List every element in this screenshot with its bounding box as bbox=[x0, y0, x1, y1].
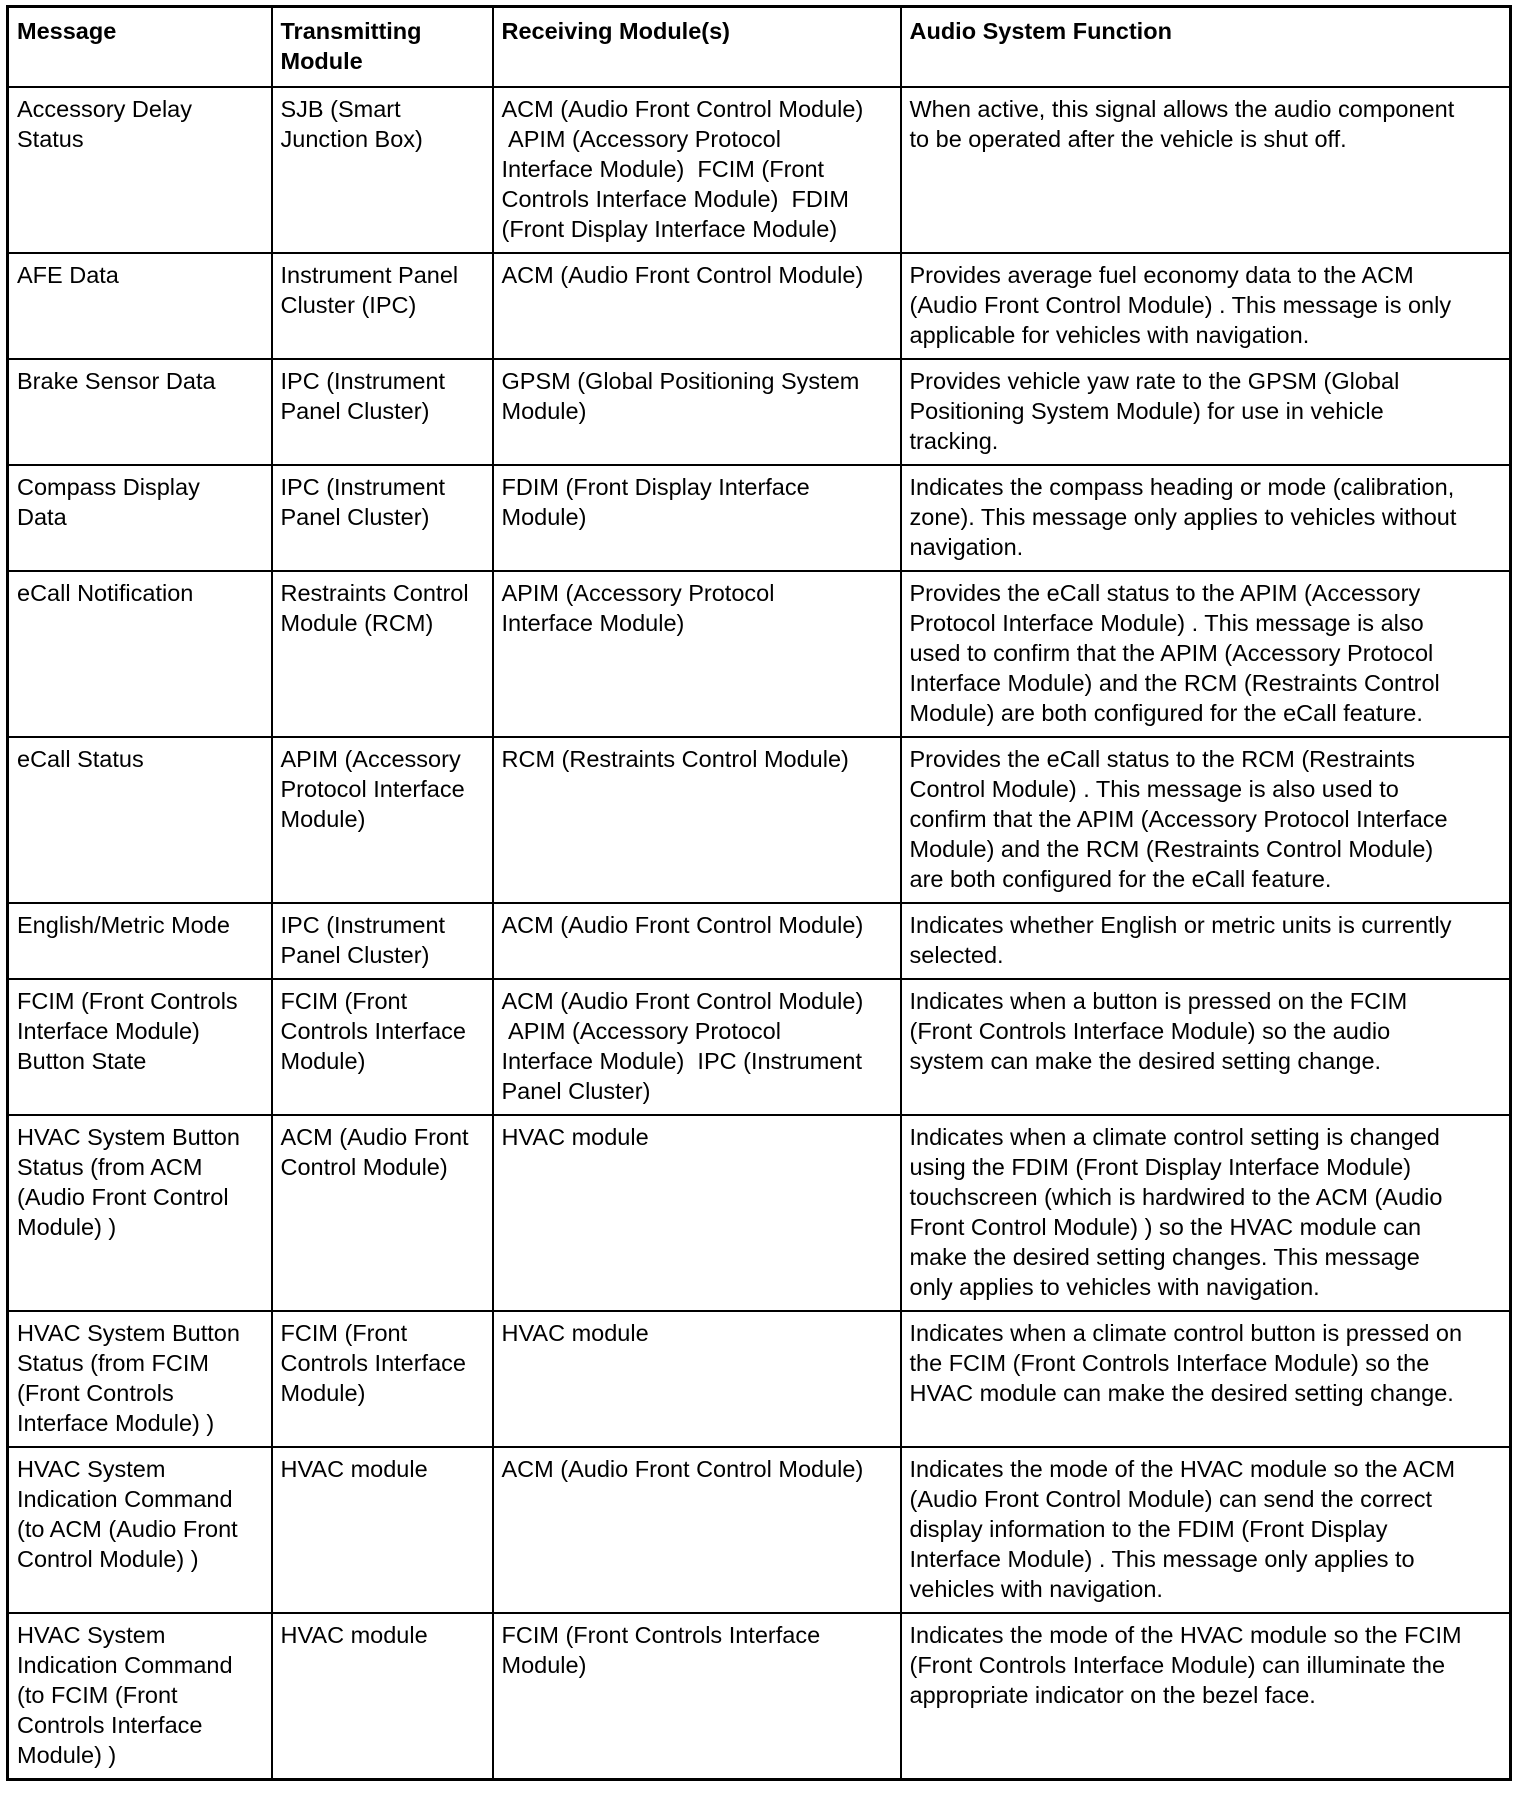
cell-transmitting: FCIM (Front Controls Interface Module) bbox=[272, 1311, 493, 1447]
cell-receiving: FCIM (Front Controls Interface Module) bbox=[493, 1613, 901, 1780]
cell-receiving: FDIM (Front Display Interface Module) bbox=[493, 465, 901, 571]
document-page bbox=[6, 5, 1509, 1781]
cell-function: Indicates whether English or metric units is currently selected. bbox=[901, 903, 1511, 979]
cell-function: When active, this signal allows the audio component to be operated after the vehicle is shut off. bbox=[901, 87, 1511, 253]
cell-transmitting: HVAC module bbox=[272, 1447, 493, 1613]
cell-transmitting: HVAC module bbox=[272, 1613, 493, 1780]
table-row bbox=[8, 465, 1511, 571]
table-header-row bbox=[8, 7, 1511, 88]
cell-message: AFE Data bbox=[8, 253, 272, 359]
cell-receiving: APIM (Accessory Protocol Interface Module) bbox=[493, 571, 901, 737]
cell-message: eCall Status bbox=[8, 737, 272, 903]
table-row bbox=[8, 1115, 1511, 1311]
cell-receiving: ACM (Audio Front Control Module) bbox=[493, 903, 901, 979]
cell-message: English/Metric Mode bbox=[8, 903, 272, 979]
cell-message: Compass Display Data bbox=[8, 465, 272, 571]
cell-message: HVAC System Button Status (from FCIM (Front Controls Interface Module) ) bbox=[8, 1311, 272, 1447]
cell-function: Provides vehicle yaw rate to the GPSM (Global Positioning System Module) for use in vehicle tracking. bbox=[901, 359, 1511, 465]
table-row bbox=[8, 1613, 1511, 1780]
cell-transmitting: IPC (Instrument Panel Cluster) bbox=[272, 465, 493, 571]
cell-function: Indicates when a climate control button is pressed on the FCIM (Front Controls Interface Module) so the HVAC module can make the desired setting change. bbox=[901, 1311, 1511, 1447]
cell-function: Indicates the mode of the HVAC module so the ACM (Audio Front Control Module) can send the correct display information to the FDIM (Front Display Interface Module) . This message only applies to vehicles with navigation. bbox=[901, 1447, 1511, 1613]
cell-receiving: ACM (Audio Front Control Module) APIM (Accessory Protocol Interface Module) FCIM (Front Controls Interface Module) FDIM (Front Display Interface Module) bbox=[493, 87, 901, 253]
cell-receiving: RCM (Restraints Control Module) bbox=[493, 737, 901, 903]
cell-message: Accessory Delay Status bbox=[8, 87, 272, 253]
header-message: Message bbox=[8, 7, 272, 88]
cell-message: FCIM (Front Controls Interface Module) Button State bbox=[8, 979, 272, 1115]
cell-function: Provides the eCall status to the APIM (Accessory Protocol Interface Module) . This message is also used to confirm that the APIM (Accessory Protocol Interface Module) and the RCM (Restraints Control Module) are both configured for the eCall feature. bbox=[901, 571, 1511, 737]
table-row bbox=[8, 737, 1511, 903]
cell-transmitting: FCIM (Front Controls Interface Module) bbox=[272, 979, 493, 1115]
cell-receiving: HVAC module bbox=[493, 1115, 901, 1311]
table-row bbox=[8, 571, 1511, 737]
cell-function: Indicates when a button is pressed on the FCIM (Front Controls Interface Module) so the audio system can make the desired setting change. bbox=[901, 979, 1511, 1115]
cell-function: Indicates the mode of the HVAC module so the FCIM (Front Controls Interface Module) can illuminate the appropriate indicator on the bezel face. bbox=[901, 1613, 1511, 1780]
cell-transmitting: Restraints Control Module (RCM) bbox=[272, 571, 493, 737]
cell-transmitting: ACM (Audio Front Control Module) bbox=[272, 1115, 493, 1311]
header-audio-system-function: Audio System Function bbox=[901, 7, 1511, 88]
cell-transmitting: SJB (Smart Junction Box) bbox=[272, 87, 493, 253]
cell-transmitting: IPC (Instrument Panel Cluster) bbox=[272, 903, 493, 979]
table-row bbox=[8, 253, 1511, 359]
cell-receiving: ACM (Audio Front Control Module) bbox=[493, 1447, 901, 1613]
cell-message: Brake Sensor Data bbox=[8, 359, 272, 465]
table-row bbox=[8, 359, 1511, 465]
table-row bbox=[8, 1311, 1511, 1447]
cell-transmitting: IPC (Instrument Panel Cluster) bbox=[272, 359, 493, 465]
table-row bbox=[8, 979, 1511, 1115]
cell-receiving: HVAC module bbox=[493, 1311, 901, 1447]
table-row bbox=[8, 87, 1511, 253]
table-row bbox=[8, 1447, 1511, 1613]
cell-receiving: ACM (Audio Front Control Module) APIM (Accessory Protocol Interface Module) IPC (Instrument Panel Cluster) bbox=[493, 979, 901, 1115]
cell-message: HVAC System Indication Command (to ACM (Audio Front Control Module) ) bbox=[8, 1447, 272, 1613]
cell-function: Provides the eCall status to the RCM (Restraints Control Module) . This message is also used to confirm that the APIM (Accessory Protocol Interface Module) and the RCM (Restraints Control Module) are both configured for the eCall feature. bbox=[901, 737, 1511, 903]
cell-function: Indicates when a climate control setting is changed using the FDIM (Front Display Interface Module) touchscreen (which is hardwired to the ACM (Audio Front Control Module) ) so the HVAC module can make the desired setting changes. This message only applies to vehicles with navigation. bbox=[901, 1115, 1511, 1311]
cell-receiving: GPSM (Global Positioning System Module) bbox=[493, 359, 901, 465]
cell-transmitting: APIM (Accessory Protocol Interface Module) bbox=[272, 737, 493, 903]
cell-function: Indicates the compass heading or mode (calibration, zone). This message only applies to vehicles without navigation. bbox=[901, 465, 1511, 571]
cell-message: eCall Notification bbox=[8, 571, 272, 737]
header-transmitting-module: Transmitting Module bbox=[272, 7, 493, 88]
header-receiving-modules: Receiving Module(s) bbox=[493, 7, 901, 88]
cell-message: HVAC System Button Status (from ACM (Audio Front Control Module) ) bbox=[8, 1115, 272, 1311]
cell-message: HVAC System Indication Command (to FCIM (Front Controls Interface Module) ) bbox=[8, 1613, 272, 1780]
cell-transmitting: Instrument Panel Cluster (IPC) bbox=[272, 253, 493, 359]
message-table bbox=[6, 5, 1512, 1781]
cell-function: Provides average fuel economy data to the ACM (Audio Front Control Module) . This message is only applicable for vehicles with navigation. bbox=[901, 253, 1511, 359]
table-row bbox=[8, 903, 1511, 979]
cell-receiving: ACM (Audio Front Control Module) bbox=[493, 253, 901, 359]
